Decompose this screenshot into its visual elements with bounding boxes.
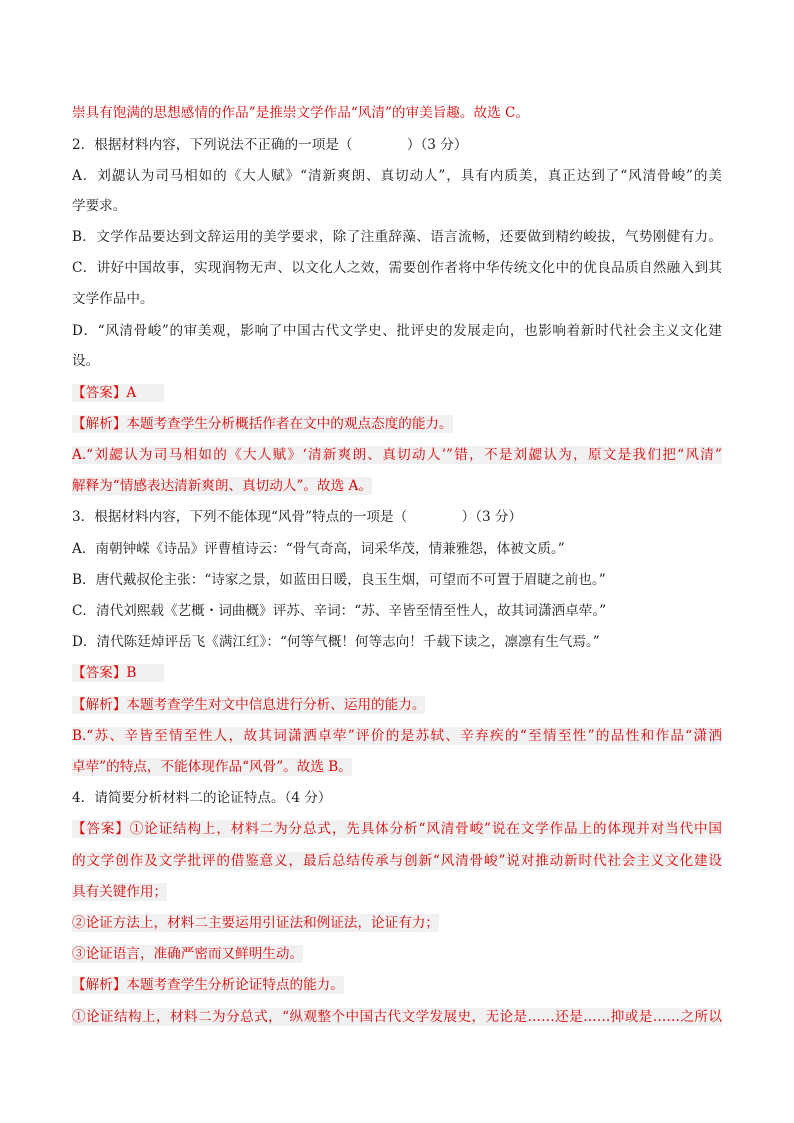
answer-4-point-3: ③论证语言，准确严密而又鲜明生动。 <box>72 946 304 962</box>
answer-2: 【答案】A <box>72 384 164 402</box>
answer-4-cont-2: 具有关键作用； <box>72 884 168 900</box>
question-2: 2．根据材料内容，下列说法不正确的一项是（ ）（3 分） <box>72 137 468 153</box>
analysis-2-detail: A.“刘勰认为司马相如的《大人赋》‘清新爽朗、真切动人’”错，不是刘勰认为，原文是我们把“风清” <box>72 447 722 463</box>
question-4: 4．请简要分析材料二的论证特点。（4 分） <box>72 790 332 806</box>
answer-4-cont: 的文学创作及文学批评的借鉴意义，最后总结传承与创新“风清骨峻”说对推动新时代社会主义文化建设 <box>72 853 722 869</box>
analysis-4-detail: ①论证结构上，材料二为分总式，“纵观整个中国古代文学发展史，无论是……还是……抑或是……之所以 <box>72 1009 722 1025</box>
analysis-3: 【解析】本题考查学生对文中信息进行分析、运用的能力。 <box>72 697 426 713</box>
option-2a-cont: 学要求。 <box>72 198 127 214</box>
option-3b: B．唐代戴叔伦主张：“诗家之景，如蓝田日暖，良玉生烟，可望而不可置于眉睫之前也。” <box>72 572 606 588</box>
analysis-3-detail: B.“苏、辛皆至情至性人，故其词潇洒卓荦”评价的是苏轼、辛弃疾的“至情至性”的品性和作品“潇洒 <box>72 728 722 744</box>
analysis-4: 【解析】本题考查学生分析论证特点的能力。 <box>72 977 344 993</box>
option-2c-cont: 文学作品中。 <box>72 291 154 307</box>
answer-4: 【答案】①论证结构上，材料二为分总式，先具体分析“风清骨峻”说在文学作品上的体现并对当代中国 <box>72 821 722 837</box>
explanation-line: 崇具有饱满的思想感情的作品”是推崇文学作品“风清”的审美旨趣。故选 C。 <box>72 105 529 121</box>
question-3: 3．根据材料内容，下列不能体现“风骨”特点的一项是（ ）（3 分） <box>72 509 523 525</box>
analysis-3-detail-cont: 卓荦”的特点，不能体现作品“风骨”。故选 B。 <box>72 759 352 775</box>
option-2b: B．文学作品要达到文辞运用的美学要求，除了注重辞藻、语言流畅，还要做到精约峻拔，气势刚健有力。 <box>72 229 722 245</box>
option-2a: A．刘勰认为司马相如的《大人赋》“清新爽朗、真切动人”，具有内质美，真正达到了“风清骨峻”的美 <box>72 168 722 184</box>
answer-4-point-2: ②论证方法上，材料二主要运用引证法和例证法，论证有力； <box>72 915 440 931</box>
option-2d-cont: 设。 <box>72 353 100 369</box>
answer-3: 【答案】B <box>72 664 164 682</box>
option-2c: C．讲好中国故事，实现润物无声、以文化人之效，需要创作者将中华传统文化中的优良品质自然融入到其 <box>72 260 722 276</box>
option-3d: D．清代陈廷焯评岳飞《满江红》：“何等气概！何等志向！千载下读之，凛凛有生气焉。” <box>72 634 600 650</box>
option-2d: D．“风清骨峻”的审美观，影响了中国古代文学史、批评史的发展走向，也影响着新时代社会主义文化建 <box>72 323 722 339</box>
option-3c: C．清代刘熙载《艺概・词曲概》评苏、辛词：“苏、辛皆至情至性人，故其词潇洒卓荦。” <box>72 603 607 619</box>
analysis-2: 【解析】本题考查学生分析概括作者在文中的观点态度的能力。 <box>72 416 453 432</box>
analysis-2-detail-cont: 解释为“情感表达清新爽朗、真切动人”。故选 A。 <box>72 478 372 494</box>
option-3a: A．南朝钟嵘《诗品》评曹植诗云：“骨气奇高，词采华茂，情兼雅怨，体被文质。” <box>72 541 565 557</box>
